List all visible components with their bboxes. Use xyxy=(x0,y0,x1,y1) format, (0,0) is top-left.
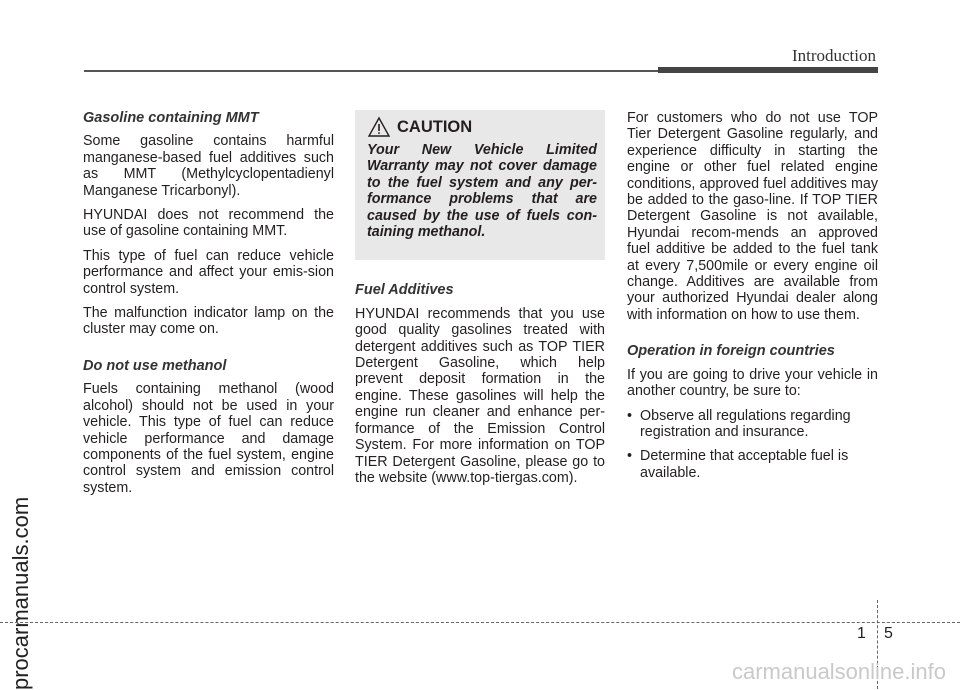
caution-box xyxy=(355,110,605,260)
side-watermark: procarmanuals.com xyxy=(8,496,33,690)
bullet-list xyxy=(627,408,878,482)
caution-text: Your New Vehicle Limited Warranty may not cover damage to the fuel system and any per-formance problems that are caused by the use of fuels con-taining methanol. xyxy=(367,142,597,241)
list-item: • Observe all regulations regarding registration and insurance. xyxy=(627,407,851,440)
paragraph: HYUNDAI recommends that you use good quality gasolines treated with detergent additives such as TOP TIER Detergent Gasoline, which help prevent deposit formation in the engine. These gasolines will help the engine run cleaner and enhance per-formance of the Emission Control System. For more information on TOP TIER Detergent Gasoline, please go to the website (www.top-tiergas.com). xyxy=(355,305,605,486)
paragraph: HYUNDAI does not recommend the use of gasoline containing MMT. xyxy=(83,207,334,240)
paragraph: For customers who do not use TOP Tier Detergent Gasoline regularly, and experience difficulty in starting the engine or other fuel related engine conditions, approved fuel additives may be added to the gaso-line. If TOP TIER Detergent Gasoline is not available, Hyundai recom-mends an approved fuel additive be added to the fuel tank at every 7,500mile or every engine oil change. Additives are available from your authorized Hyundai dealer along with information on how to use them. xyxy=(627,110,878,323)
column-right xyxy=(627,110,878,489)
paragraph: Fuels containing methanol (wood alcohol) should not be used in your vehicle. This type of fuel can reduce vehicle performance and damage components of the fuel system, engine control system and emission control system. xyxy=(83,381,334,496)
chapter-number: 1 xyxy=(857,625,866,642)
footer-rule xyxy=(0,622,960,623)
column-middle xyxy=(355,110,605,494)
warning-triangle-icon xyxy=(367,116,391,138)
paragraph: This type of fuel can reduce vehicle performance and affect your emis-sion control system. xyxy=(83,247,334,297)
paragraph: The malfunction indicator lamp on the cluster may come on. xyxy=(83,305,334,338)
heading-methanol: Do not use methanol xyxy=(83,357,227,374)
caution-header xyxy=(367,116,597,138)
heading-fuel-additives: Fuel Additives xyxy=(355,282,454,299)
heading-foreign-countries: Operation in foreign countries xyxy=(627,343,835,360)
bottom-watermark: carmanualsonline.info xyxy=(731,659,946,684)
paragraph: If you are going to drive your vehicle in another country, be sure to: xyxy=(627,366,878,400)
bullet-icon: • xyxy=(627,407,633,424)
paragraph: Some gasoline contains harmful manganese-based fuel additives such as MMT (Methylcyclopentadienyl Manganese Tricarbonyl). xyxy=(83,133,334,199)
bullet-icon: • xyxy=(627,448,633,465)
list-item: • Determine that acceptable fuel is available. xyxy=(627,448,849,481)
page-number: 5 xyxy=(884,625,893,642)
header-rule-accent xyxy=(658,67,878,73)
caution-title: CAUTION xyxy=(397,117,473,136)
column-left xyxy=(83,110,334,504)
heading-gasoline-mmt: Gasoline containing MMT xyxy=(83,110,259,126)
section-title: Introduction xyxy=(791,46,876,65)
